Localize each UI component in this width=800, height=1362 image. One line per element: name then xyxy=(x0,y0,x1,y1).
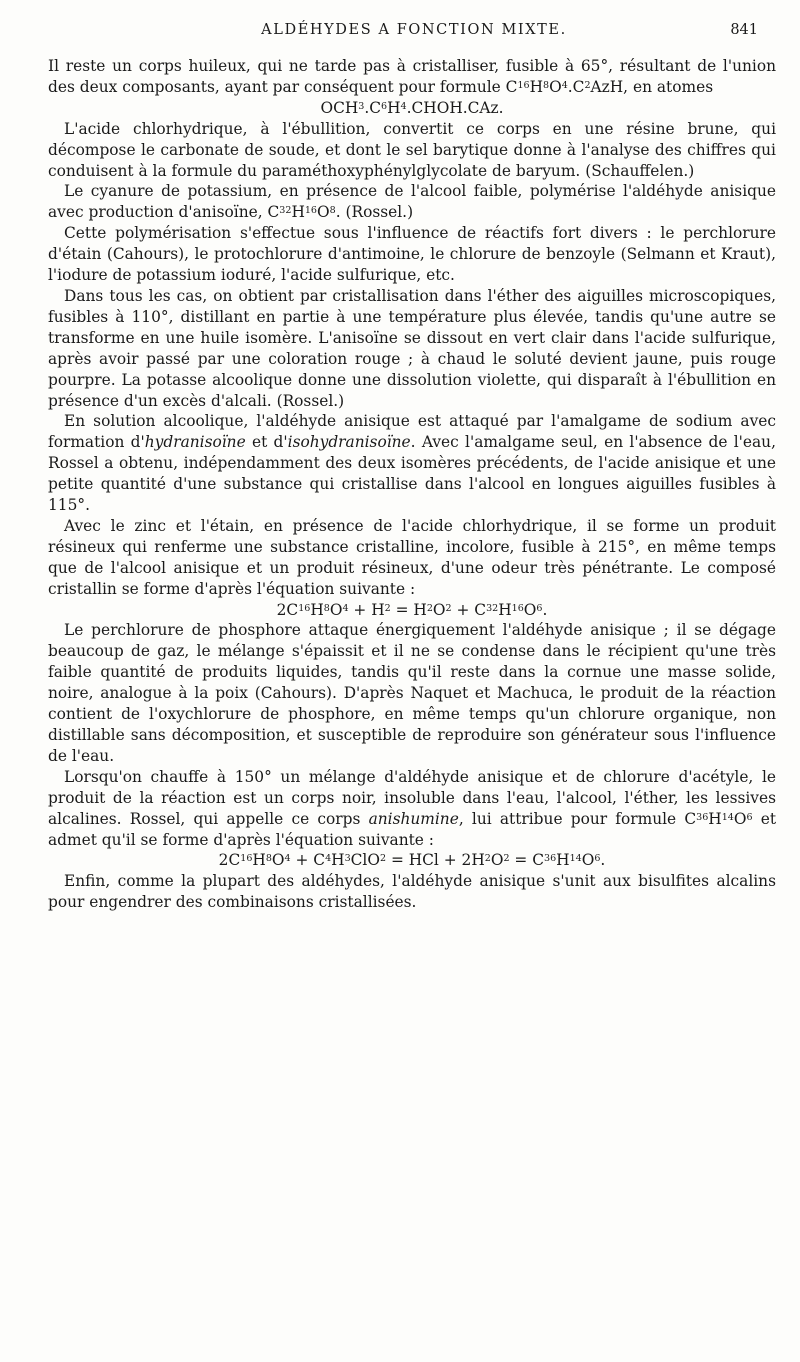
text-run: O xyxy=(549,77,562,96)
text-run: Enfin, comme la plupart des aldéhydes, l'aldéhyde anisique s'unit aux bisulfites alcalins pour engendrer des combinaisons cristallisées. xyxy=(48,872,776,912)
paragraph xyxy=(48,411,776,516)
paragraph xyxy=(48,516,776,600)
text-run: O xyxy=(523,600,537,619)
text-run: En solution alcoolique, l'aldéhyde anisique est attaqué par l'amalgame de sodium avec formation d' xyxy=(48,412,776,452)
text-run: L'acide chlorhydrique, à l'ébullition, convertit ce corps en une résine brune, qui décompose le carbonate de soude, et dont le sel barytique donne à l'analyse des chiffres qui conduisent à la formule du paraméthoxyphénylglycolate de baryum. (Schauffelen.) xyxy=(48,119,776,180)
superscript: 6 xyxy=(381,100,388,112)
superscript: 2 xyxy=(503,853,510,865)
text-run: = HCl + 2H xyxy=(386,851,485,870)
paragraph xyxy=(48,223,776,286)
paragraph xyxy=(48,620,776,766)
text-run: Le cyanure de potassium, en présence de l'alcool faible, polymérise l'aldéhyde anisique avec production d'anisoïne, C xyxy=(48,182,776,222)
superscript: 6 xyxy=(594,853,601,865)
text-run: et admet qu'il se forme d'après l'équation suivante : xyxy=(48,809,777,849)
text-run: H xyxy=(529,77,543,96)
text-run: H xyxy=(331,851,345,870)
text-run: O xyxy=(432,600,446,619)
superscript: 36 xyxy=(544,853,557,865)
superscript: 32 xyxy=(486,602,499,614)
superscript: 2 xyxy=(445,602,452,614)
text-run: H xyxy=(708,809,722,828)
text-run: AzH, en atomes xyxy=(590,77,714,96)
text-run: H xyxy=(252,851,266,870)
superscript: 16 xyxy=(240,853,253,865)
text-run: + C xyxy=(451,600,487,619)
superscript: 4 xyxy=(284,853,291,865)
running-head xyxy=(70,14,758,44)
superscript: 16 xyxy=(304,205,317,217)
superscript: 14 xyxy=(721,811,734,823)
superscript: 4 xyxy=(561,79,568,91)
italic-term: isohydranisoïne xyxy=(287,433,411,452)
text-run: = C xyxy=(509,851,544,870)
superscript: 6 xyxy=(746,811,753,823)
superscript: 8 xyxy=(265,853,272,865)
page-number: 841 xyxy=(730,22,758,38)
text-run: O xyxy=(317,203,330,222)
text-run: Il reste un corps huileux, qui ne tarde pas à cristalliser, fusible à 65°, résultant de l'union des deux composants, ayant par conséquent pour formule C xyxy=(48,57,776,96)
text-run: ClO xyxy=(350,851,380,870)
superscript: 3 xyxy=(358,100,365,112)
superscript: 2 xyxy=(426,602,433,614)
superscript: 4 xyxy=(325,853,332,865)
superscript: 32 xyxy=(279,205,292,217)
body-text xyxy=(48,56,776,913)
paragraph xyxy=(48,871,776,913)
superscript: 2 xyxy=(484,853,491,865)
text-run: O xyxy=(271,851,285,870)
text-run: OCH xyxy=(320,98,359,117)
text-run: et d' xyxy=(245,433,288,452)
superscript: 2 xyxy=(379,853,387,865)
superscript: 16 xyxy=(298,602,311,614)
text-run: H xyxy=(291,203,305,222)
paragraph xyxy=(48,56,776,98)
text-run: . (Rossel.) xyxy=(335,203,414,222)
text-run: Cette polymérisation s'effectue sous l'influence de réactifs fort divers : le perchlorure d'étain (Cahours), le protochlorure d'antimoine, le chlorure de benzoyle (Selmann et Kraut), l'iodure de potassium ioduré, l'acide sulfurique, etc. xyxy=(48,224,776,285)
text-run: . xyxy=(542,600,548,619)
superscript: 8 xyxy=(323,602,330,614)
paragraph xyxy=(48,119,776,182)
running-title: ALDÉHYDES A FONCTION MIXTE. xyxy=(261,22,567,38)
text-run: 2C xyxy=(218,851,241,870)
superscript: 16 xyxy=(511,602,524,614)
chemical-formula xyxy=(48,600,776,621)
chemical-formula xyxy=(48,850,776,871)
text-run: . Avec l'amalgame seul, en l'absence de l'eau, Rossel a obtenu, indépendamment des deux isomères précédents, de l'acide anisique et une petite quantité d'une substance qui cristallise dans l'alcool en longues aiguilles fusibles à 115°. xyxy=(48,433,776,515)
superscript: 2 xyxy=(384,602,391,614)
text-run: H xyxy=(310,600,324,619)
text-run: 2C xyxy=(276,600,299,619)
italic-term: anishumine xyxy=(368,809,459,828)
superscript: 8 xyxy=(329,205,336,217)
superscript: 14 xyxy=(569,853,582,865)
superscript: 6 xyxy=(536,602,543,614)
superscript: 4 xyxy=(400,100,407,112)
superscript: 8 xyxy=(543,79,550,91)
text-run: H xyxy=(387,98,401,117)
text-run: = H xyxy=(390,600,427,619)
text-run: Le perchlorure de phosphore attaque énergiquement l'aldéhyde anisique ; il se dégage beaucoup de gaz, le mélange s'épaissit et il ne se condense dans le récipient qu'une très faible quantité de produits liquides, tandis qu'il reste dans la cornue une masse solide, noire, analogue à la poix (Cahours). D'après Naquet et Machuca, le produit de la réaction contient de l'oxychlorure de phosphore, en même temps qu'un chlorure organique, non distillable sans décomposition, et susceptible de reproduire son générateur sous l'influence de l'eau. xyxy=(48,621,776,765)
superscript: 3 xyxy=(344,853,351,865)
paragraph xyxy=(48,767,776,851)
italic-term: hydranisoïne xyxy=(144,433,246,452)
text-run: O xyxy=(733,809,747,828)
text-run: + C xyxy=(290,851,326,870)
paragraph xyxy=(48,286,776,411)
text-run: H xyxy=(498,600,512,619)
text-run: Lorsqu'on chauffe à 150° un mélange d'aldéhyde anisique et de chlorure d'acétyle, le produit de la réaction est un corps noir, insoluble dans l'eau, l'alcool, l'éther, les lessives alcalines. Rossel, qui appelle ce corps xyxy=(48,767,776,828)
superscript: 2 xyxy=(584,79,591,91)
text-run: O xyxy=(329,600,343,619)
paragraph xyxy=(48,181,776,223)
text-run: .C xyxy=(364,98,382,117)
text-run: .CHOH.CAz. xyxy=(406,98,504,117)
chemical-formula xyxy=(48,98,776,119)
text-run: + H xyxy=(348,600,385,619)
text-run: .C xyxy=(567,77,585,96)
text-run: O xyxy=(490,851,504,870)
text-run: H xyxy=(556,851,570,870)
text-run: Dans tous les cas, on obtient par cristallisation dans l'éther des aiguilles microscopiques, fusibles à 110°, distillant en partie à une température plus élevée, tandis qu'une autre se transforme en une huile isomère. L'anisoïne se dissout en vert clair dans l'acide sulfurique, après avoir passé par une coloration rouge ; à chaud le soluté devient jaune, puis rouge pourpre. La potasse alcoolique donne une dissolution violette, qui disparaît à l'ébullition en présence d'un excès d'alcali. (Rossel.) xyxy=(48,286,776,410)
text-run: . xyxy=(600,851,606,870)
superscript: 16 xyxy=(517,79,530,91)
text-run: Avec le zinc et l'étain, en présence de l'acide chlorhydrique, il se forme un produit résineux qui renferme une substance cristalline, incolore, fusible à 215°, en même temps que de l'alcool anisique et un produit résineux, d'une odeur très pénétrante. Le composé cristallin se forme d'après l'équation suivante : xyxy=(48,516,776,598)
text-run: , lui attribue pour formule C xyxy=(458,809,697,828)
text-run: O xyxy=(581,851,595,870)
superscript: 4 xyxy=(342,602,349,614)
superscript: 36 xyxy=(696,811,709,823)
